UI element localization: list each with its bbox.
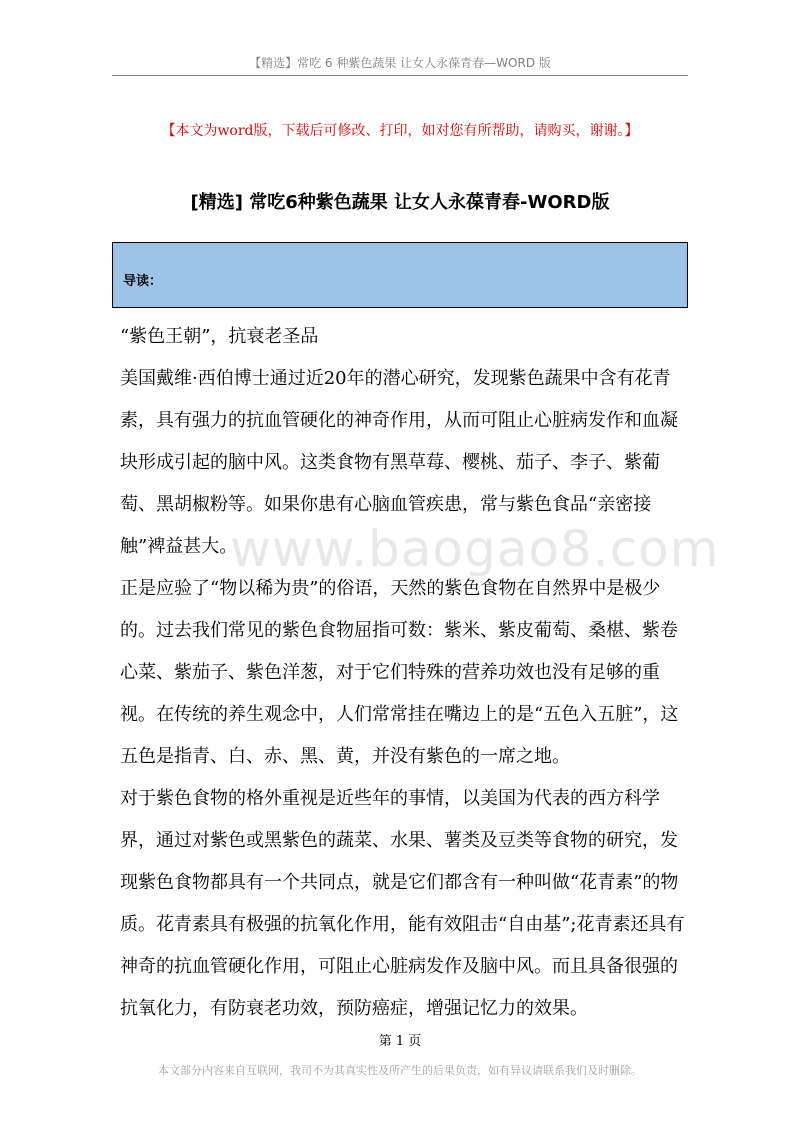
page-header: 【精选】常吃 6 种紫色蔬果 让女人永葆青春—WORD 版 [249,56,551,70]
guide-label: 导读： [123,274,163,289]
paragraph: 正是应验了“物以稀为贵”的俗语，天然的紫色食物在自然界中是极少的。过去我们常见的紫色食物屈指可数：紫米、紫皮葡萄、桑椹、紫卷心菜、紫茄子、紫色洋葱，对于它们特殊的营养功效也没有足够的重视。在传统的养生观念中，人们常常挂在嘴边上的是“五色入五脏”，这五色是指青、白、赤、黑、黄，并没有紫色的一席之地。 [120,578,679,767]
article-body [120,316,686,1030]
word-version-notice: 【本文为word版，下载后可修改、打印，如对您有所帮助，请购买，谢谢。】 [161,123,639,139]
page-footer: 本文部分内容来自互联网，我司不为其真实性及所产生的后果负责，如有异议请联系我们及时删除。 [158,1064,642,1077]
paragraph-subtitle: “紫色王朝”，抗衰老圣品 [120,326,319,347]
guide-box [112,242,688,308]
paragraph: 美国戴维·西伯博士通过近20年的潜心研究，发现紫色蔬果中含有花青素，具有强力的抗血管硬化的神奇作用，从而可阻止心脏病发作和血凝块形成引起的脑中风。这类食物有黑草莓、樱桃、茄子、李子、紫葡萄、黑胡椒粉等。如果你患有心脑血管疾患，常与紫色食品“亲密接触”裨益甚大。 [120,368,678,557]
watermark: www.baogao8.com [230,520,720,578]
paragraph: 对于紫色食物的格外重视是近些年的事情，以美国为代表的西方科学界，通过对紫色或黑紫色的蔬菜、水果、薯类及豆类等食物的研究，发现紫色食物都具有一个共同点，就是它们都含有一种叫做“花青素”的物质。花青素具有极强的抗氧化作用，能有效阻击“自由基”;花青素还具有神奇的抗血管硬化作用，可阻止心脏病发作及脑中风。而且具备很强的抗氧化力，有防衰老功效，预防癌症，增强记忆力的效果。 [120,788,685,1019]
page-number: 第 1 页 [378,1034,422,1049]
header-divider [112,75,688,76]
document-title: [精选] 常吃6种紫色蔬果 让女人永葆青春-WORD版 [190,192,610,213]
